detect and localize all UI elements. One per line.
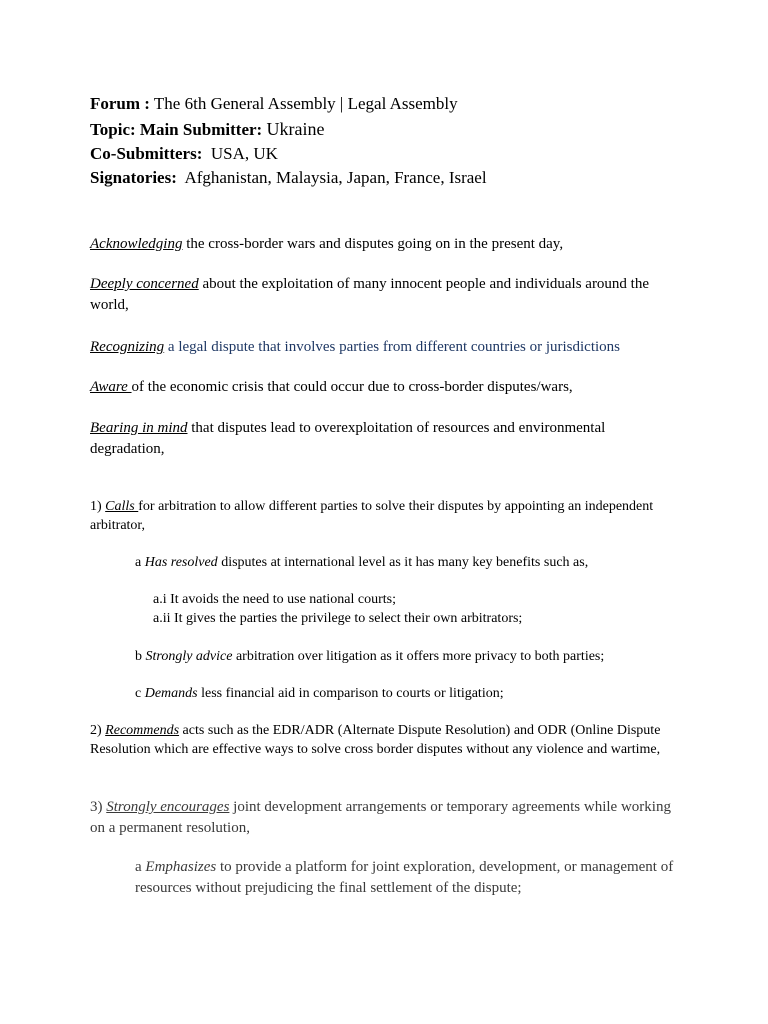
clause-number: 1) [90, 499, 106, 514]
clause-text: about the exploitation of many innocent people and individuals around the world, [90, 276, 650, 313]
clause-text: the cross-border wars and disputes going on in the present day, [182, 236, 564, 252]
clause-phrase: Acknowledging [90, 236, 183, 252]
subclause-text: less financial aid in comparison to courts or litigation; [197, 686, 504, 701]
forum-label: Forum : [90, 94, 150, 113]
clause-phrase: Calls [105, 499, 139, 514]
operative-clause-1 [90, 497, 680, 535]
clause-phrase: Strongly encourages [106, 799, 230, 815]
subclause-phrase: Strongly advice [145, 649, 233, 664]
subclause-letter: c [135, 686, 145, 701]
cosubmitters-line [90, 144, 278, 164]
preambulatory-clause-2 [90, 274, 680, 316]
subclause-1a [135, 553, 680, 572]
subclause-1a-ii: a.ii It gives the parties the privilege to select their own arbitrators; [153, 611, 523, 626]
preambulatory-clause-1 [90, 234, 680, 255]
operative-clause-3 [90, 797, 680, 839]
subclause-1c [135, 684, 680, 703]
clause-text: for arbitration to allow different parties to solve their disputes by appointing an independent arbitrator, [90, 499, 654, 533]
subclause-phrase: Emphasizes [145, 859, 217, 875]
preambulatory-clause-5 [90, 418, 680, 460]
subclause-phrase: Demands [144, 686, 198, 701]
subclause-letter: a [135, 859, 146, 875]
subclause-letter: b [135, 649, 146, 664]
signatories-label: Signatories: [90, 168, 177, 187]
topic-line [90, 119, 324, 140]
clause-text: that disputes lead to overexploitation of resources and environmental degradation, [90, 420, 606, 457]
topic-label: Topic: Main Submitter: [90, 120, 263, 139]
topic-value: Ukraine [266, 119, 325, 139]
forum-line [90, 94, 458, 114]
clause-text: a legal dispute that involves parties from different countries or jurisdictions [164, 339, 621, 355]
clause-text: acts such as the EDR/ADR (Alternate Dispute Resolution) and ODR (Online Dispute Resolution which are effective ways to solve cross border disputes without any violence and wartime, [90, 723, 661, 757]
clause-phrase: Recommends [105, 723, 180, 738]
subclause-phrase: Has resolved [144, 555, 218, 570]
subclause-1a-i: a.i It avoids the need to use national courts; [153, 592, 396, 607]
clause-phrase: Aware [90, 379, 132, 395]
subclause-letter: a [135, 555, 145, 570]
operative-clause-2 [90, 721, 680, 759]
subclause-text: to provide a platform for joint exploration, development, or management of resources without prejudicing the final settlement of the dispute; [135, 859, 674, 896]
preambulatory-clause-4 [90, 377, 680, 398]
subclause-text: arbitration over litigation as it offers more privacy to both parties; [232, 649, 605, 664]
signatories-line [90, 168, 487, 188]
subclause-1b [135, 647, 680, 666]
cosubmitters-label: Co-Submitters: [90, 144, 203, 163]
clause-number: 3) [90, 799, 107, 815]
clause-phrase: Bearing in mind [90, 420, 188, 436]
subclause-text: disputes at international level as it has many key benefits such as, [217, 555, 589, 570]
forum-value: The 6th General Assembly | Legal Assembly [153, 94, 458, 113]
clause-number: 2) [90, 723, 106, 738]
clause-text: joint development arrangements or temporary agreements while working on a permanent resolution, [90, 799, 671, 836]
clause-text: of the economic crisis that could occur due to cross-border disputes/wars, [131, 379, 573, 395]
signatories-value: Afghanistan, Malaysia, Japan, France, Israel [184, 168, 487, 187]
clause-phrase: Recognizing [90, 339, 165, 355]
subclause-3a [135, 857, 680, 899]
clause-phrase: Deeply concerned [90, 276, 199, 292]
cosubmitters-value: USA, UK [210, 144, 278, 163]
preambulatory-clause-3 [90, 337, 680, 358]
